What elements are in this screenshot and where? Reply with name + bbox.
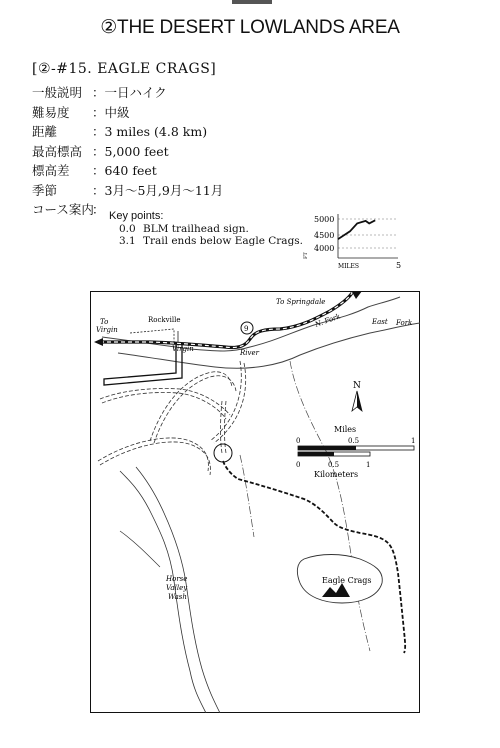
- elevation-profile: [300, 210, 410, 276]
- miles-scale-fill: [298, 446, 356, 450]
- label-horse: Horse: [166, 575, 188, 583]
- profile-unit: FT: [303, 252, 309, 259]
- info-label: 標高差: [32, 163, 70, 178]
- miles-tick-1: 1: [411, 437, 416, 445]
- key-points: [109, 210, 303, 247]
- miles-label: Miles: [334, 425, 357, 434]
- north-label: N: [353, 381, 361, 391]
- label-wash: Wash: [168, 593, 187, 601]
- info-row-difficulty: [32, 103, 223, 123]
- key-point-row: [109, 235, 303, 247]
- label-to-springdale: To Springdale: [276, 298, 326, 306]
- km-tick-1: 1: [366, 461, 371, 469]
- info-row-max-elevation: [32, 142, 223, 162]
- eagle-crags-label: Eagle Crags: [322, 576, 372, 585]
- label-virgin-town: Virgin: [96, 326, 118, 334]
- km-tick-half: 0.5: [328, 461, 340, 469]
- trail-map: [90, 291, 420, 713]
- info-value: ：5,000 feet: [92, 143, 169, 159]
- info-value: ：640 feet: [92, 163, 157, 178]
- key-point-mile: 0.0: [119, 223, 136, 235]
- key-point-text: BLM trailhead sign.: [143, 223, 249, 235]
- km-tick-0: 0: [296, 461, 301, 469]
- info-value: ：3月～5月,9月～11月: [92, 182, 224, 198]
- label-fork: Fork: [396, 319, 413, 327]
- trail-info-list: [32, 83, 223, 220]
- profile-tick-5000: 5000: [314, 215, 335, 224]
- page-top-mark: [232, 0, 272, 4]
- info-label: 最高標高: [32, 143, 83, 159]
- info-row-overview: [32, 83, 223, 103]
- info-value: ：一日ハイク: [92, 85, 167, 100]
- info-row-season: [32, 181, 223, 201]
- kilometers-label: Kilometers: [314, 470, 359, 479]
- km-scale-fill: [298, 452, 334, 456]
- key-points-title: Key points:: [109, 210, 164, 222]
- profile-line: [338, 220, 375, 239]
- profile-x-label: MILES: [338, 263, 359, 270]
- label-n-fork: N. Fork: [313, 312, 342, 329]
- label-valley: Valley: [166, 584, 188, 592]
- info-value: ：3 miles (4.8 km): [92, 124, 208, 139]
- info-label: 一般説明: [32, 85, 83, 100]
- info-row-elevation-gain: [32, 161, 223, 181]
- label-river: River: [240, 349, 259, 357]
- label-rockville: Rockville: [148, 316, 181, 324]
- miles-tick-half: 0.5: [348, 437, 360, 445]
- miles-tick-0: 0: [296, 437, 301, 445]
- page-title: ②THE DESERT LOWLANDS AREA: [100, 17, 400, 38]
- info-row-distance: [32, 122, 223, 142]
- info-label: 季節: [32, 182, 58, 198]
- trail-heading: [②-#15. EAGLE CRAGS]: [32, 61, 217, 77]
- profile-x-max: 5: [396, 261, 402, 270]
- info-label: コース案内: [32, 202, 94, 217]
- key-point-text: Trail ends below Eagle Crags.: [143, 235, 304, 247]
- label-virgin-river: Virgin: [172, 345, 194, 353]
- info-label: 距離: [32, 124, 58, 139]
- info-value: ：中級: [92, 104, 130, 120]
- profile-tick-4500: 4500: [314, 231, 335, 240]
- info-label: 難易度: [32, 104, 70, 120]
- profile-tick-4000: 4000: [314, 244, 335, 253]
- label-to: To: [100, 318, 109, 326]
- key-point-row: [109, 223, 303, 235]
- label-east: East: [372, 318, 388, 326]
- route-number: 9: [244, 325, 249, 333]
- info-value: ：: [92, 202, 105, 217]
- key-point-mile: 3.1: [119, 235, 136, 247]
